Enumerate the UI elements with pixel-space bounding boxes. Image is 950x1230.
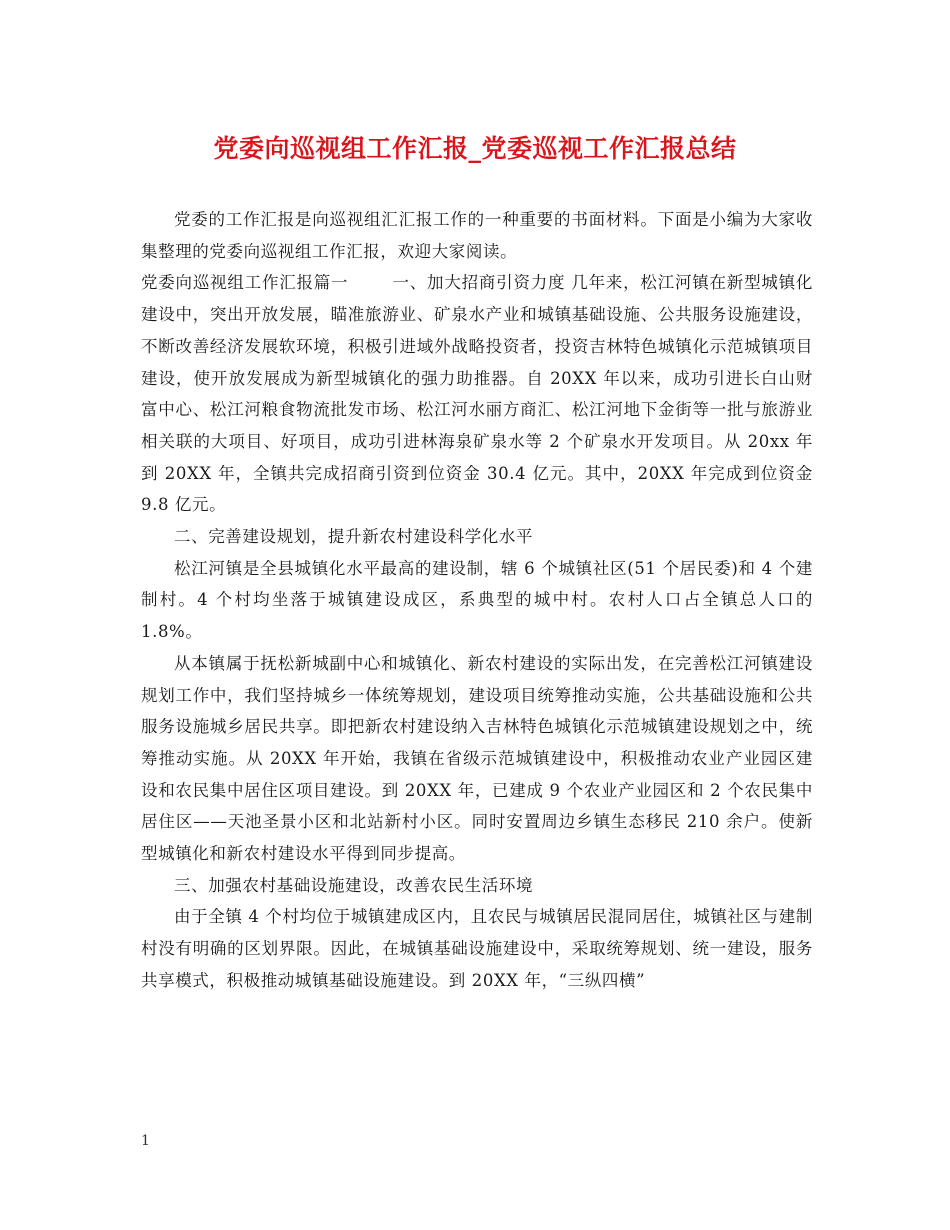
section-3-paragraph-1: 由于全镇 4 个村均位于城镇建成区内，且农民与城镇居民混同居住，城镇社区与建制村没有明确的区划界限。因此，在城镇基础设施建设中，采取统筹规划、统一建设，服务共享模式，积极推动城镇基础设施建设。到 20XX 年，“三纵四横” <box>141 907 813 990</box>
section-2-heading: 二、完善建设规划，提升新农村建设科学化水平 <box>174 527 534 547</box>
part-label: 党委向巡视组工作汇报篇一 <box>141 273 349 293</box>
page-number: 1 <box>141 1133 150 1149</box>
section-1-paragraph <box>141 267 813 521</box>
section-2-paragraph-2: 从本镇属于抚松新城副中心和城镇化、新农村建设的实际出发，在完善松江河镇建设规划工作中，我们坚持城乡一体统筹规划，建设项目统筹推动实施，公共基础设施和公共服务设施城乡居民共享。即把新农村建设纳入吉林特色城镇化示范城镇建设规划之中，统筹推动实施。从 20XX 年开始，我镇在省级示范城镇建设中，积极推动农业产业园区建设和农民集中居住区项目建设。到 20XX 年，已建成 9 个农业产业园区和 2 个农民集中居住区——天池圣景小区和北站新村小区。同时安置周边乡镇生态移民 210 余户。使新型城镇化和新农村建设水平得到同步提高。 <box>141 653 813 864</box>
section-3-heading: 三、加强农村基础设施建设，改善农民生活环境 <box>174 875 534 895</box>
intro-paragraph: 党委的工作汇报是向巡视组汇汇报工作的一种重要的书面材料。下面是小编为大家收集整理的党委向巡视组工作汇报，欢迎大家阅读。 <box>141 210 813 261</box>
document-title: 党委向巡视组工作汇报_党委巡视工作汇报总结 <box>213 134 737 163</box>
section-2-paragraph-1: 松江河镇是全县城镇化水平最高的建设制，辖 6 个城镇社区(51 个居民委)和 4 个建制村。4 个村均坐落于城镇建设成区，系典型的城中村。农村人口占全镇总人口的 1.8%。 <box>141 558 813 642</box>
section-1-text: 一、加大招商引资力度 几年来，松江河镇在新型城镇化建设中，突出开放发展，瞄准旅游业、矿泉水产业和城镇基础设施、公共服务设施建设，不断改善经济发展软环境，积极引进域外战略投资者，投资吉林特色城镇化示范城镇项目建设，使开放发展成为新型城镇化的强力助推器。自 20XX 年以来，成功引进长白山财富中心、松江河粮食物流批发市场、松江河水丽方商汇、松江河地下金街等一批与旅游业相关联的大项目、好项目，成功引进林海泉矿泉水等 2 个矿泉水开发项目。从 20xx 年到 20XX 年，全镇共完成招商引资到位资金 30.4 亿元。其中，20XX 年完成到位资金 9.8 亿元。 <box>141 273 813 515</box>
document-body <box>141 204 813 997</box>
